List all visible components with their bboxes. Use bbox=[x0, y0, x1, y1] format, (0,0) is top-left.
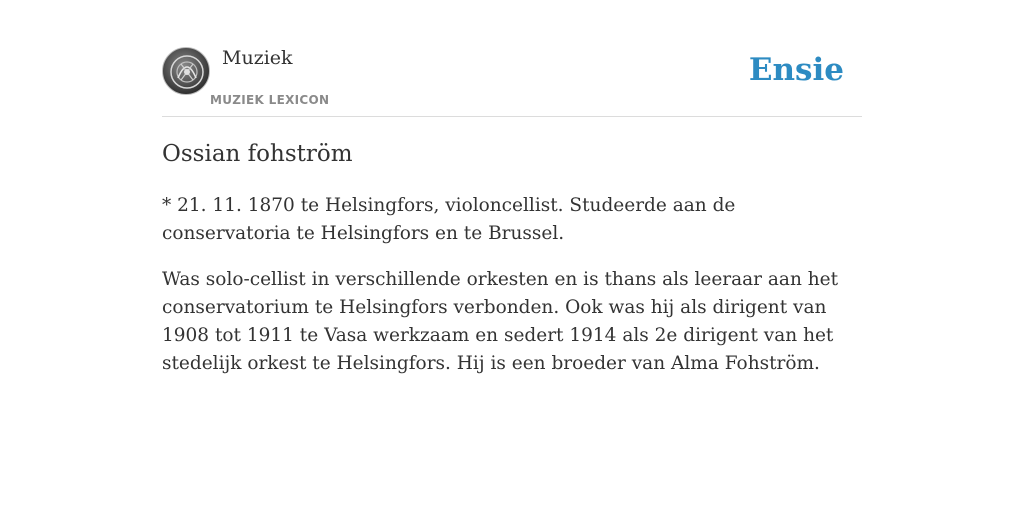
lexicon-name[interactable]: Muziek bbox=[222, 47, 293, 69]
lexicon-emblem-icon[interactable] bbox=[162, 47, 210, 95]
article-paragraph: Was solo-cellist in verschillende orkesten en is thans als leeraar aan het conservatorium te Helsingfors verbonden. Ook was hij als dirigent van 1908 tot 1911 te Vasa werkzaam en sedert 1914 als 2e dirigent van het stedelijk orkest te Helsingfors. Hij is een broeder van Alma Fohström. bbox=[162, 269, 839, 374]
emblem-graphic bbox=[163, 48, 210, 95]
header bbox=[162, 46, 862, 117]
article-paragraph: * 21. 11. 1870 te Helsingfors, violoncellist. Studeerde aan de conservatoria te Helsingfors en te Brussel. bbox=[162, 195, 736, 244]
article-title: Ossian fohström bbox=[162, 141, 353, 167]
ensie-logo[interactable]: Ensie bbox=[748, 52, 844, 88]
article bbox=[162, 138, 862, 396]
lexicon-subtitle[interactable]: MUZIEK LEXICON bbox=[210, 93, 330, 107]
